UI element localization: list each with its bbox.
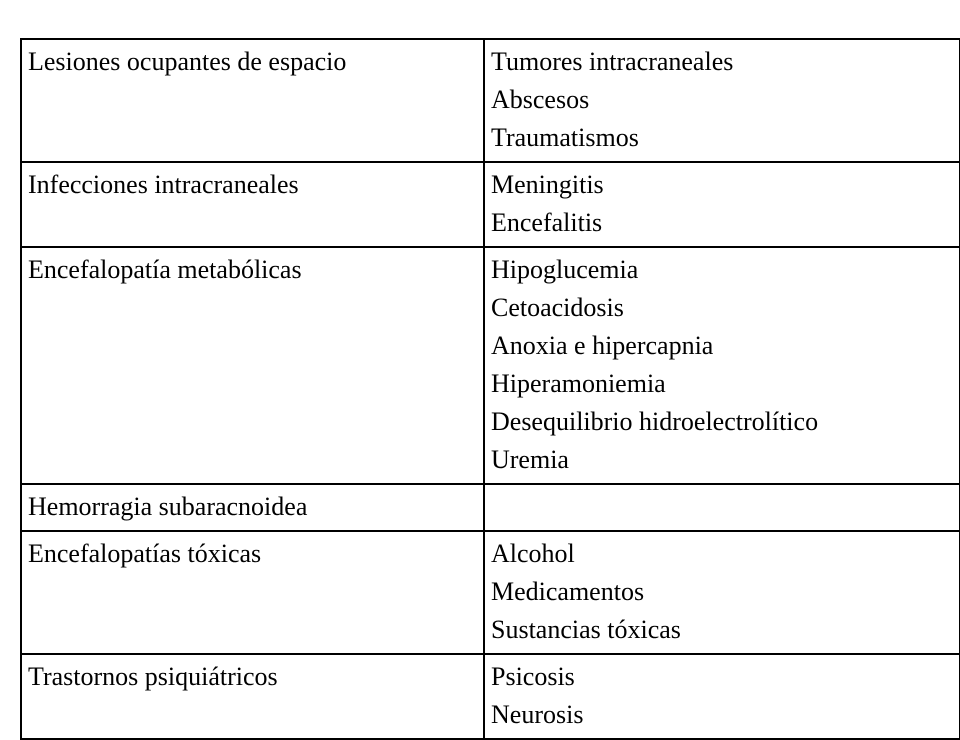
items-cell [484,162,960,247]
cause-item: Anoxia e hipercapnia [491,331,714,360]
cause-item: Encefalitis [491,208,603,237]
cause-item: Cetoacidosis [491,293,624,322]
category-label: Encefalopatías tóxicas [28,539,262,568]
cause-item: Sustancias tóxicas [491,615,681,644]
cause-item: Hipoglucemia [491,255,639,284]
cause-item: Desequilibrio hidroelectrolítico [491,407,819,436]
cause-item: Hiperamoniemia [491,369,666,398]
table-row [21,162,960,247]
category-label: Trastornos psiquiátricos [28,662,278,691]
table-row [21,247,960,484]
table-row [21,484,960,531]
category-cell [21,654,484,739]
items-cell [484,654,960,739]
cause-item: Alcohol [491,539,575,568]
table-row [21,39,960,162]
cause-item: Medicamentos [491,577,645,606]
items-cell-empty [484,484,960,531]
category-cell [21,484,484,531]
category-label: Encefalopatía metabólicas [28,255,302,284]
category-cell [21,247,484,484]
category-cell [21,531,484,654]
cause-item: Abscesos [491,85,590,114]
causes-table-container [20,38,947,740]
cause-item: Meningitis [491,170,604,199]
table-row [21,654,960,739]
items-cell [484,247,960,484]
category-cell [21,39,484,162]
table-row [21,531,960,654]
category-cell [21,162,484,247]
category-label: Lesiones ocupantes de espacio [28,47,347,76]
causes-table [20,38,960,740]
cause-item: Neurosis [491,700,584,729]
cause-item: Traumatismos [491,123,639,152]
cause-item: Psicosis [491,662,575,691]
empty-cell-spacer [491,488,953,526]
cause-item: Uremia [491,445,569,474]
cause-item: Tumores intracraneales [491,47,734,76]
category-label: Hemorragia subaracnoidea [28,492,308,521]
items-cell [484,531,960,654]
category-label: Infecciones intracraneales [28,170,299,199]
items-cell [484,39,960,162]
